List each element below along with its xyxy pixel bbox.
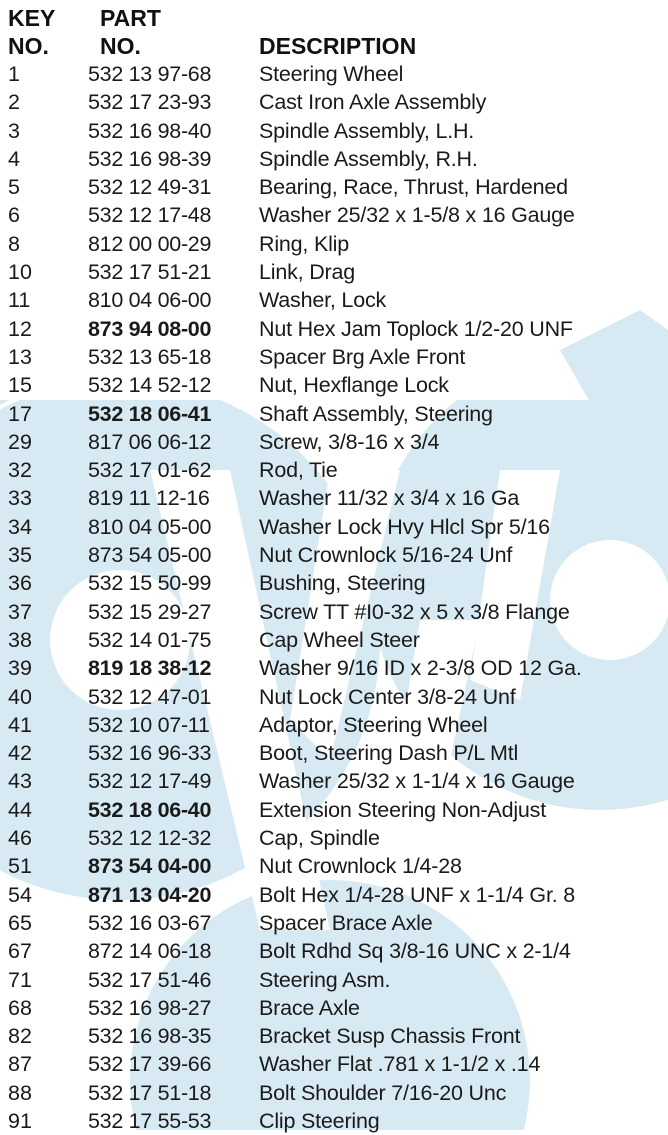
key-number: 15 [8, 373, 32, 398]
part-number: 532 13 97-68 [88, 62, 212, 86]
key-number: 12 [8, 316, 32, 341]
part-header-line2: NO. [100, 33, 141, 59]
table-row [0, 654, 668, 682]
key-header-line1: KEY [8, 5, 56, 31]
key-number: 10 [8, 260, 32, 285]
table-row [0, 569, 668, 597]
key-number: 68 [8, 995, 32, 1020]
part-number: 819 11 12-16 [88, 486, 210, 511]
key-number: 38 [8, 627, 32, 652]
key-number: 35 [8, 543, 32, 568]
part-number: 532 12 17-49 [88, 769, 212, 794]
part-description: Washer 25/32 x 1-5/8 x 16 Gauge [259, 203, 575, 228]
part-description: Screw, 3/8-16 x 3/4 [259, 429, 440, 454]
part-number: 532 17 51-21 [88, 260, 212, 285]
key-number: 44 [8, 797, 32, 822]
key-number: 87 [8, 1052, 32, 1077]
part-description: Nut Crownlock 1/4-28 [259, 854, 462, 879]
table-row [0, 286, 668, 314]
table-row [0, 994, 668, 1022]
part-description: Washer 25/32 x 1-1/4 x 16 Gauge [259, 769, 575, 794]
table-row [0, 1022, 668, 1050]
table-row [0, 400, 668, 428]
key-number: 46 [8, 826, 32, 851]
part-number: 532 17 23-93 [88, 90, 212, 115]
table-row [0, 60, 668, 88]
part-description: Steering Wheel [259, 62, 404, 86]
table-row [0, 343, 668, 371]
part-description: Bolt Rdhd Sq 3/8-16 UNC x 2-1/4 [259, 939, 571, 964]
part-number: 532 12 12-32 [88, 826, 212, 851]
part-number: 532 16 98-40 [88, 118, 212, 143]
part-description: Cast Iron Axle Assembly [259, 90, 487, 115]
table-row [0, 1050, 668, 1078]
table-row [0, 683, 668, 711]
key-number: 54 [8, 882, 32, 907]
part-description: Boot, Steering Dash P/L Mtl [259, 741, 519, 766]
part-number: 810 04 06-00 [88, 288, 212, 313]
part-description: Ring, Klip [259, 231, 350, 256]
part-description: Screw TT #I0-32 x 5 x 3/8 Flange [259, 599, 570, 624]
table-row [0, 1107, 668, 1135]
part-number: 532 17 55-53 [88, 1108, 212, 1133]
part-description: Rod, Tie [259, 458, 338, 483]
part-description: Bearing, Race, Thrust, Hardened [259, 175, 568, 200]
part-description: Cap, Spindle [259, 826, 380, 851]
part-number: 532 17 39-66 [88, 1052, 212, 1077]
part-number: 532 14 01-75 [88, 627, 212, 652]
table-row [0, 428, 668, 456]
table-row [0, 371, 668, 399]
part-description: Nut Crownlock 5/16-24 Unf [259, 543, 513, 568]
key-number: 33 [8, 486, 32, 511]
key-number: 17 [8, 401, 32, 426]
part-number: 532 17 51-46 [88, 967, 212, 992]
part-description: Extension Steering Non-Adjust [259, 797, 547, 822]
part-description: Spindle Assembly, R.H. [259, 146, 478, 171]
part-description: Nut Hex Jam Toplock 1/2-20 UNF [259, 316, 573, 341]
part-number: 872 14 06-18 [88, 939, 212, 964]
part-number: 812 00 00-29 [88, 231, 212, 256]
part-number: 532 12 49-31 [88, 175, 212, 200]
table-row [0, 1079, 668, 1107]
key-number: 42 [8, 741, 32, 766]
part-header-line1: PART [100, 5, 161, 31]
part-description: Clip Steering [259, 1108, 380, 1133]
table-row [0, 173, 668, 201]
part-description: Bolt Hex 1/4-28 UNF x 1-1/4 Gr. 8 [259, 882, 576, 907]
table-row [0, 711, 668, 739]
part-description: Brace Axle [259, 995, 360, 1020]
table-row [0, 145, 668, 173]
key-number: 32 [8, 458, 32, 483]
key-number: 11 [8, 288, 31, 313]
part-description: Bolt Shoulder 7/16-20 Unc [259, 1080, 507, 1105]
part-number: 871 13 04-20 [88, 882, 212, 907]
table-row [0, 456, 668, 484]
table-row [0, 909, 668, 937]
part-description: Washer 11/32 x 3/4 x 16 Ga [259, 486, 520, 511]
part-number: 532 14 52-12 [88, 373, 212, 398]
table-row [0, 230, 668, 258]
key-number: 37 [8, 599, 32, 624]
part-number: 873 54 05-00 [88, 543, 212, 568]
part-description: Spacer Brg Axle Front [259, 344, 466, 369]
key-number: 82 [8, 1024, 32, 1049]
table-row [0, 824, 668, 852]
table-row [0, 937, 668, 965]
part-description: Spacer Brace Axle [259, 910, 433, 935]
key-number: 1 [8, 62, 20, 86]
parts-table [0, 60, 668, 1135]
key-number: 41 [8, 712, 32, 737]
part-description: Link, Drag [259, 260, 355, 285]
table-row [0, 796, 668, 824]
part-number: 873 94 08-00 [88, 316, 212, 341]
part-number: 532 10 07-11 [88, 712, 210, 737]
part-description: Washer Flat .781 x 1-1/2 x .14 [259, 1052, 541, 1077]
part-no-header [100, 4, 161, 60]
table-row [0, 88, 668, 116]
key-number: 88 [8, 1080, 32, 1105]
part-description: Nut Lock Center 3/8-24 Unf [259, 684, 516, 709]
part-number: 532 16 98-35 [88, 1024, 212, 1049]
part-description: Bushing, Steering [259, 571, 426, 596]
table-row [0, 201, 668, 229]
key-number: 8 [8, 231, 20, 256]
table-row [0, 484, 668, 512]
part-number: 532 16 98-27 [88, 995, 212, 1020]
key-number: 4 [8, 146, 20, 171]
part-description: Washer Lock Hvy Hlcl Spr 5/16 [259, 514, 550, 539]
key-number: 13 [8, 344, 32, 369]
table-row [0, 767, 668, 795]
part-description: Bracket Susp Chassis Front [259, 1024, 521, 1049]
table-row [0, 598, 668, 626]
table-row [0, 966, 668, 994]
part-description: Spindle Assembly, L.H. [259, 118, 475, 143]
table-row [0, 541, 668, 569]
part-description: Steering Asm. [259, 967, 391, 992]
part-description: Washer 9/16 ID x 2-3/8 OD 12 Ga. [259, 656, 582, 681]
table-row [0, 513, 668, 541]
part-number: 532 16 98-39 [88, 146, 212, 171]
key-number: 67 [8, 939, 32, 964]
key-number: 6 [8, 203, 20, 228]
key-number: 3 [8, 118, 20, 143]
key-number: 65 [8, 910, 32, 935]
description-header [259, 32, 416, 60]
table-row [0, 739, 668, 767]
table-row [0, 881, 668, 909]
part-number: 532 12 47-01 [88, 684, 212, 709]
key-number: 40 [8, 684, 32, 709]
part-description: Washer, Lock [259, 288, 387, 313]
part-number: 873 54 04-00 [88, 854, 212, 879]
part-number: 810 04 05-00 [88, 514, 212, 539]
part-number: 532 13 65-18 [88, 344, 212, 369]
table-row [0, 852, 668, 880]
part-description: Cap Wheel Steer [259, 627, 420, 652]
table-row [0, 117, 668, 145]
part-number: 532 15 50-99 [88, 571, 212, 596]
part-number: 532 18 06-40 [88, 797, 212, 822]
part-number: 532 17 51-18 [88, 1080, 212, 1105]
key-header-line2: NO. [8, 33, 49, 59]
table-row [0, 626, 668, 654]
key-number: 2 [8, 90, 20, 115]
key-number: 29 [8, 429, 32, 454]
key-number: 71 [8, 967, 32, 992]
part-number: 819 18 38-12 [88, 656, 212, 681]
key-number: 51 [8, 854, 32, 879]
key-number: 39 [8, 656, 32, 681]
part-number: 532 16 96-33 [88, 741, 212, 766]
table-row [0, 315, 668, 343]
key-no-header [8, 4, 55, 60]
part-description: Nut, Hexflange Lock [259, 373, 449, 398]
part-number: 532 18 06-41 [88, 401, 212, 426]
part-description: Adaptor, Steering Wheel [259, 712, 488, 737]
part-number: 532 17 01-62 [88, 458, 212, 483]
part-description: Shaft Assembly, Steering [259, 401, 493, 426]
key-number: 36 [8, 571, 32, 596]
table-row [0, 258, 668, 286]
key-number: 91 [8, 1108, 32, 1133]
part-number: 532 16 03-67 [88, 910, 212, 935]
key-number: 43 [8, 769, 32, 794]
key-number: 5 [8, 175, 20, 200]
part-number: 532 15 29-27 [88, 599, 212, 624]
part-number: 817 06 06-12 [88, 429, 212, 454]
description-header-text: DESCRIPTION [259, 33, 417, 59]
key-number: 34 [8, 514, 32, 539]
part-number: 532 12 17-48 [88, 203, 212, 228]
